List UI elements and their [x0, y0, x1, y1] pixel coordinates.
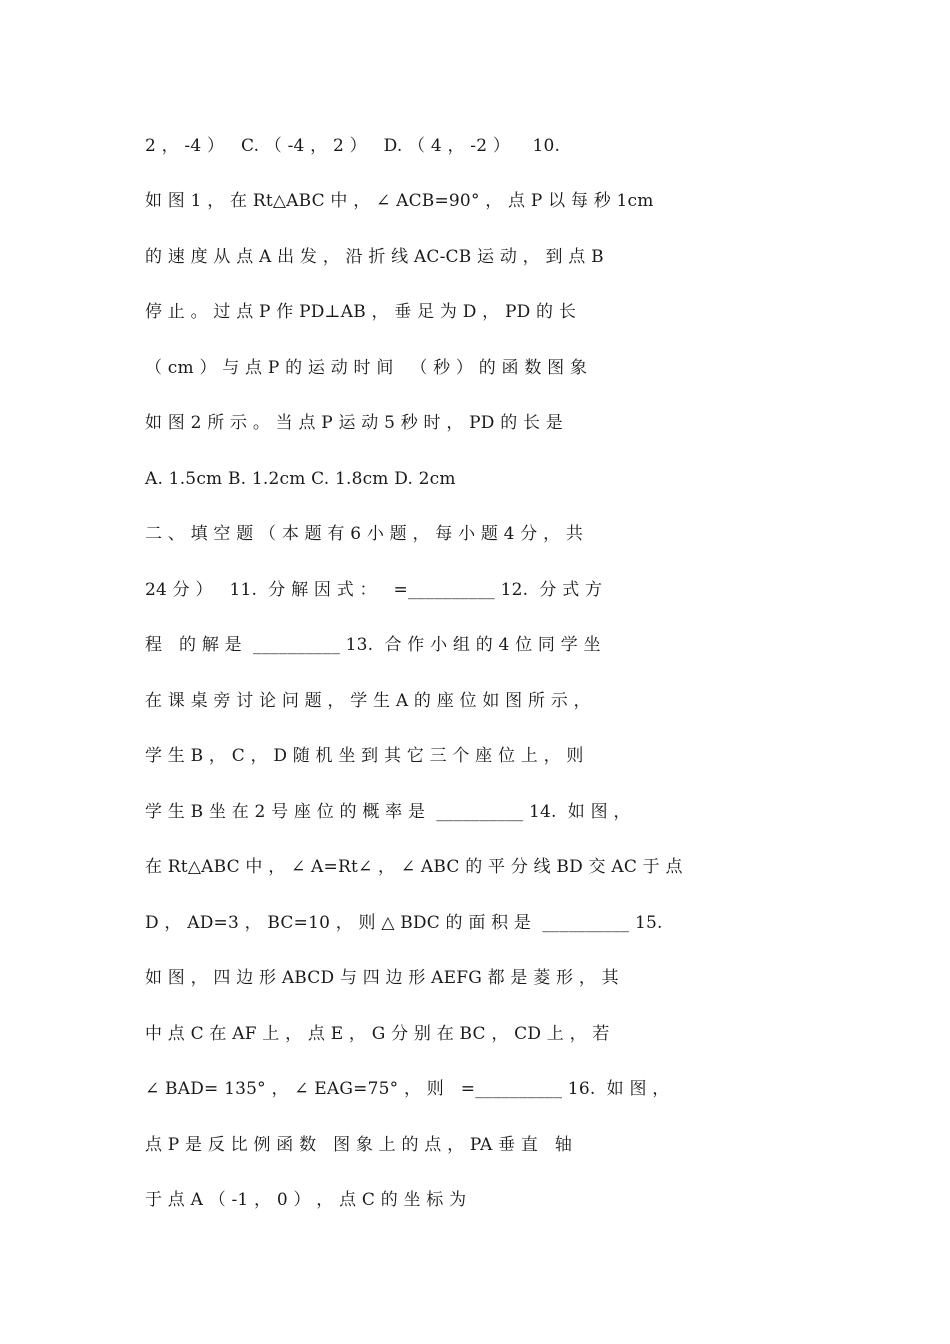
text-line-1: 2 ， -4 ） C. （ -4 ， 2 ） D. （ 4 ， -2 ） 10.: [145, 136, 561, 156]
text-line-10: 程 的 解 是 __________ 13. 合 作 小 组 的 4 位 同 学 坐: [145, 635, 601, 655]
text-line-5: （ cm ） 与 点 P 的 运 动 时 间 （ 秒 ） 的 函 数 图 象: [145, 358, 588, 378]
text-line-11: 在 课 桌 旁 讨 论 问 题 ， 学 生 A 的 座 位 如 图 所 示 ，: [145, 691, 591, 711]
text-line-8: 二 、 填 空 题 （ 本 题 有 6 小 题 ， 每 小 题 4 分 ， 共: [145, 524, 584, 544]
text-line-14: 在 Rt△ABC 中 ， ∠ A=Rt∠ ， ∠ ABC 的 平 分 线 BD 交 AC 于 点: [145, 857, 683, 877]
text-line-15: D ， AD=3 ， BC=10 ， 则 △ BDC 的 面 积 是 __________ 15.: [145, 913, 663, 933]
text-line-9: 24 分 ） 11. 分 解 因 式 ： =__________ 12. 分 式 方: [145, 580, 603, 600]
text-line-17: 中 点 C 在 AF 上 ， 点 E ， G 分 别 在 BC ， CD 上 ， 若: [145, 1024, 610, 1044]
text-line-20: 于 点 A （ -1 ， 0 ） ， 点 C 的 坐 标 为: [145, 1190, 467, 1210]
text-line-2: 如 图 1 ， 在 Rt△ABC 中 ， ∠ ACB=90° ， 点 P 以 每 秒 1cm: [145, 191, 654, 211]
text-line-7: A. 1.5cm B. 1.2cm C. 1.8cm D. 2cm: [145, 469, 456, 489]
text-line-12: 学 生 B ， C ， D 随 机 坐 到 其 它 三 个 座 位 上 ， 则: [145, 746, 584, 766]
text-line-3: 的 速 度 从 点 A 出 发 ， 沿 折 线 AC-CB 运 动 ， 到 点 B: [145, 247, 604, 267]
text-line-18: ∠ BAD= 135° ， ∠ EAG=75° ， 则 =__________ 16. 如 图 ，: [145, 1079, 670, 1099]
text-line-6: 如 图 2 所 示 。 当 点 P 运 动 5 秒 时 ， PD 的 长 是: [145, 413, 564, 433]
text-line-19: 点 P 是 反 比 例 函 数 图 象 上 的 点 ， PA 垂 直 轴: [145, 1135, 573, 1155]
text-line-4: 停 止 。 过 点 P 作 PD⊥AB ， 垂 足 为 D ， PD 的 长: [145, 302, 577, 322]
text-line-13: 学 生 B 坐 在 2 号 座 位 的 概 率 是 __________ 14. 如 图 ，: [145, 802, 631, 822]
text-line-16: 如 图 ， 四 边 形 ABCD 与 四 边 形 AEFG 都 是 菱 形 ， 其: [145, 968, 619, 988]
